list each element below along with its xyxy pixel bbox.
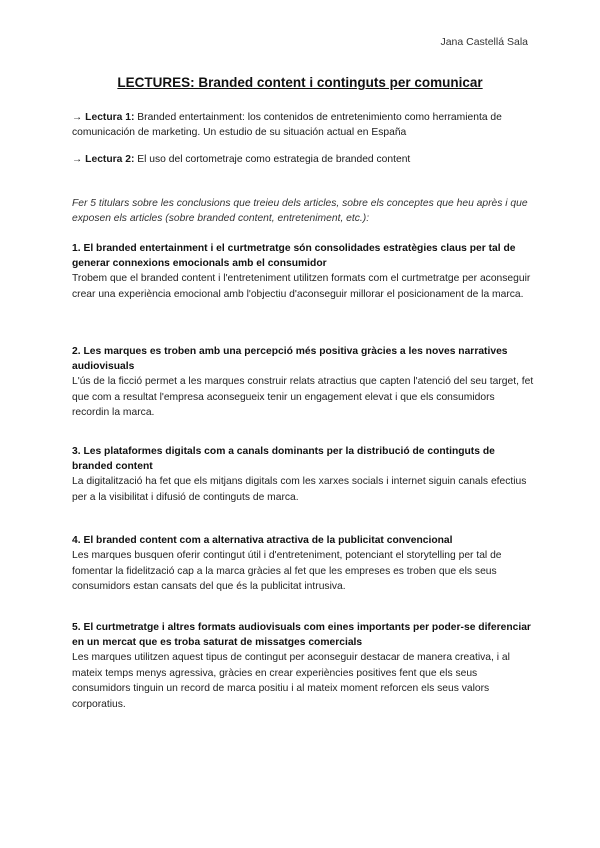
instructions: Fer 5 titulars sobre les conclusions que treieu dels articles, sobre els conceptes que heu après i que exposen els articles (sobre branded content, entreteniment, etc.): xyxy=(72,198,528,224)
section-2 xyxy=(72,344,534,421)
section-2-heading: 2. Les marques es troben amb una percepció més positiva gràcies a les noves narratives audiovisuals xyxy=(72,346,508,372)
reading-1-label: Lectura 1: xyxy=(85,112,135,123)
section-4-heading: 4. El branded content com a alternativa atractiva de la publicitat convencional xyxy=(72,535,453,546)
author-name: Jana Castellá Sala xyxy=(440,36,528,48)
reading-2 xyxy=(72,152,532,167)
section-5 xyxy=(72,620,534,712)
section-5-body: Les marques utilitzen aquest tipus de contingut per aconseguir destacar de manera creativa, i al mateix temps menys agressiva, gràcies en crear experiències positives fent que els seus consumidors tinguin un record de marca positiu i al mateix moment reforcen els seus valors corporatius. xyxy=(72,652,510,710)
section-1 xyxy=(72,241,534,302)
reading-2-label: Lectura 2: xyxy=(85,154,135,165)
arrow-icon: → xyxy=(72,112,83,123)
section-5-heading: 5. El curtmetratge i altres formats audiovisuals com eines importants per poder-se diferenciar en un mercat que es troba saturat de missatges comercials xyxy=(72,622,531,648)
section-4-body: Les marques busquen oferir contingut útil i d'entreteniment, potenciant el storytelling per tal de fomentar la fidelització cap a la marca gràcies al fet que les empreses es troben que els seus consumidors estan cansats del que és la publicitat intrusiva. xyxy=(72,550,502,592)
reading-1-text: Branded entertainment: los contenidos de entretenimiento como herramienta de comunicación de marketing. Un estudio de su situación actual en España xyxy=(72,112,502,138)
reading-2-text: El uso del cortometraje como estrategia de branded content xyxy=(137,154,411,165)
document-title: LECTURES: Branded content i continguts per comunicar xyxy=(117,75,483,90)
arrow-icon: → xyxy=(72,154,83,165)
section-3-body: La digitalització ha fet que els mitjans digitals com les xarxes socials i internet siguin canals efectius per a la visibilitat i difusió de continguts de marca. xyxy=(72,476,527,503)
section-3 xyxy=(72,444,534,505)
section-3-heading: 3. Les plataformes digitals com a canals dominants per la distribució de continguts de branded content xyxy=(72,446,495,472)
section-4 xyxy=(72,533,534,595)
section-1-heading: 1. El branded entertainment i el curtmetratge són consolidades estratègies claus per tal de generar connexions emocionals amb el consumidor xyxy=(72,243,516,269)
reading-1 xyxy=(72,110,532,140)
section-2-body: L'ús de la ficció permet a les marques construir relats atractius que capten l'atenció del seu target, fet que com a resultat l'empresa aconsegueix tenir un engagement elevat i que els consumidors recordin la marca. xyxy=(72,376,534,418)
section-1-body: Trobem que el branded content i l'entreteniment utilitzen formats com el curtmetratge per aconseguir crear una experiència emocional amb l'objectiu d'aconseguir millorar el posicionament de la marca. xyxy=(72,273,531,300)
